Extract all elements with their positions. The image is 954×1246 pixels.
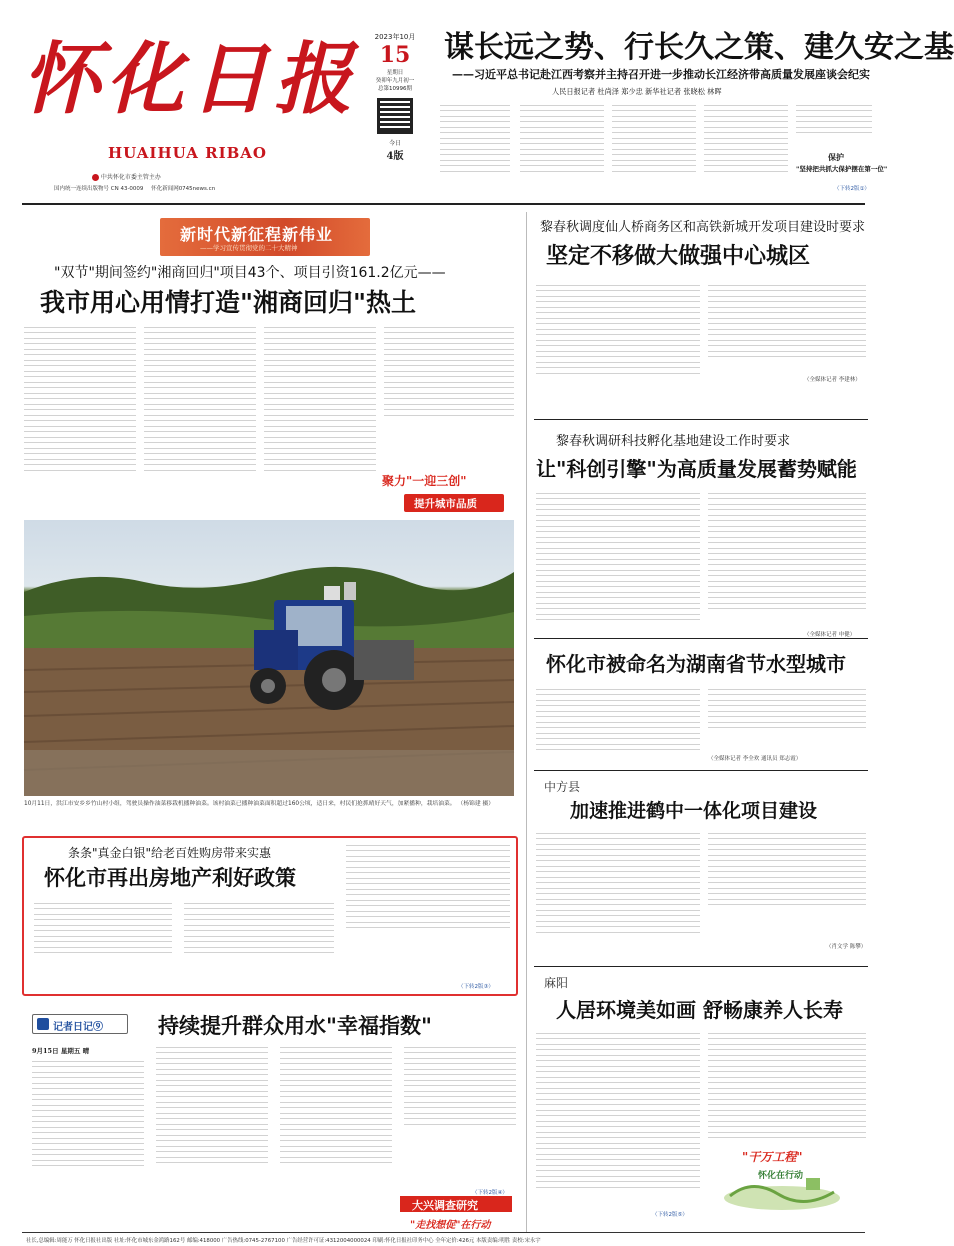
fortune-badge bbox=[32, 1014, 128, 1034]
footer-rule bbox=[22, 1232, 865, 1233]
story6-place: 麻阳 bbox=[544, 976, 569, 990]
column-divider bbox=[526, 212, 527, 1232]
date-month: 2023年10月 bbox=[374, 33, 416, 41]
masthead bbox=[0, 0, 954, 205]
special-bottom: "走找想促"在行动 bbox=[410, 1220, 491, 1231]
publisher-text: 中共怀化市委主管主办 bbox=[100, 174, 161, 181]
story5-place: 中方县 bbox=[544, 780, 581, 794]
story4-divider bbox=[534, 770, 868, 771]
banner-title: 新时代新征程新伟业 bbox=[180, 225, 334, 244]
slogan-bottom: 提升城市品质 bbox=[414, 498, 477, 510]
story6-badge-top: "干万工程" bbox=[742, 1150, 803, 1164]
special-top: 大兴调查研究 bbox=[412, 1199, 478, 1212]
fortune-dateline: 9月15日 星期五 晴 bbox=[32, 1047, 90, 1055]
logo-calligraphy: 怀化日报 bbox=[22, 34, 359, 125]
story6-headline: 人居环境美如画 舒畅康养人长寿 bbox=[556, 998, 843, 1022]
website: 怀化新闻网0745news.cn bbox=[151, 186, 216, 192]
story1-kicker: "双节"期间签约"湘商回归"项目43个、项目引资161.2亿元—— bbox=[54, 265, 446, 281]
story-re-headline: 怀化市再出房地产利好政策 bbox=[44, 866, 296, 890]
fortune-badge-text: 记者日记⑨ bbox=[53, 1022, 103, 1033]
lunar-date: 癸卯年九月初一 bbox=[375, 78, 415, 84]
story2-headline: 坚定不移做大做强中心城区 bbox=[546, 244, 811, 269]
lead-byline: 人民日报记者 杜尚泽 郑少忠 新华社记者 张晓松 林晖 bbox=[552, 87, 722, 96]
date-day: 15 bbox=[379, 42, 411, 68]
date-box bbox=[358, 26, 432, 196]
banner-subtitle: ——学习宣传贯彻党的二十大精神 bbox=[200, 244, 298, 252]
story4-body bbox=[536, 684, 866, 760]
photo-caption bbox=[24, 800, 514, 809]
real-estate-box bbox=[22, 836, 518, 996]
cn-line bbox=[54, 184, 215, 192]
cn-number: 国内统一连续出版物号 CN 43-0009 bbox=[54, 186, 144, 192]
lead-body bbox=[440, 100, 888, 194]
story4-credit: （全媒体记者 李全欢 通讯员 郑志霞） bbox=[708, 756, 802, 762]
issue-number: 总第10996期 bbox=[378, 86, 412, 92]
story-re-kicker: 条条"真金白银"给老百姓购房带来实惠 bbox=[68, 846, 272, 860]
story2-credit: （全媒体记者 李建林） bbox=[804, 377, 861, 383]
pen-icon bbox=[37, 1018, 49, 1030]
story2-kicker: 黎春秋调度仙人桥商务区和高铁新城开发项目建设时要求 bbox=[540, 220, 866, 235]
story3-body bbox=[536, 488, 866, 636]
story5-credit: （肖文学 陈攀） bbox=[826, 944, 867, 950]
story3-kicker: 黎春秋调研科技孵化基地建设工作时要求 bbox=[556, 434, 791, 449]
photo-caption-text: 10月11日，洪江市安乡乡竹山村小组，驾驶员操作油菜移栽机播种油菜。该村油菜已播种油菜面积超过160公顷，适日来，村民们抢抓晴好天气，加紧播种，栽培油菜。 bbox=[24, 801, 456, 807]
lead-subheadline: ——习近平总书记赴江西考察并主持召开进一步推动长江经济带高质量发展座谈会纪实 bbox=[452, 68, 870, 81]
lead-section-quote: "坚持把共抓大保护摆在第一位" bbox=[796, 165, 888, 173]
story2-divider bbox=[534, 419, 868, 420]
fortune-continue: （下转2版④） bbox=[472, 1190, 508, 1196]
story3-headline: 让"科创引擎"为高质量发展蓄势赋能 bbox=[536, 457, 857, 481]
party-emblem-icon bbox=[92, 174, 99, 181]
story6-badge bbox=[722, 1148, 842, 1210]
story5-headline: 加速推进鹤中一体化项目建设 bbox=[570, 800, 818, 822]
publisher-line bbox=[92, 172, 161, 181]
slogan-top: 聚力"一迎三创" bbox=[382, 474, 467, 488]
logo-pinyin: HUAIHUA RIBAO bbox=[108, 144, 267, 162]
tractor-photo bbox=[24, 520, 514, 796]
pages-label: 今日 bbox=[388, 140, 401, 147]
qr-code-icon bbox=[377, 98, 413, 134]
story5-body bbox=[536, 828, 866, 952]
masthead-divider bbox=[22, 203, 865, 205]
story6-badge-bottom: 怀化在行动 bbox=[758, 1171, 804, 1181]
story6-continue: （下转2版⑤） bbox=[652, 1212, 688, 1218]
fortune-headline: 持续提升群众用水"幸福指数" bbox=[158, 1014, 432, 1038]
story-re-continue: （下转2版③） bbox=[458, 984, 494, 990]
story1-headline: 我市用心用情打造"湘商回归"热土 bbox=[40, 288, 417, 317]
footer-text: 社长,总编辑:周能万 怀化日报社出版 社址:怀化市城东金鸿路162号 邮编:418000 广告热线:0745-2767100 广告经营许可证:4312004000024 印刷:怀化日报社印务中心 全年定价:426元 本版责编:明胜 责校:宋永宇 bbox=[26, 1238, 541, 1244]
story3-divider bbox=[534, 638, 868, 639]
lead-headline: 谋长远之势、行长久之策、建久安之基 bbox=[444, 30, 954, 65]
lead-section-head: 保护 bbox=[828, 152, 844, 162]
slogan-badge bbox=[376, 472, 504, 518]
story3-credit: （全媒体记者 申健） bbox=[804, 632, 856, 638]
story5-divider bbox=[534, 966, 868, 967]
story2-body bbox=[536, 280, 866, 384]
weekday: 星期日 bbox=[386, 70, 404, 76]
fortune-body bbox=[32, 1056, 518, 1216]
banner bbox=[160, 218, 370, 256]
photo-credit: （杨锦建 摄） bbox=[457, 801, 495, 807]
pages-count: 4版 bbox=[386, 151, 404, 162]
story4-headline: 怀化市被命名为湖南省节水型城市 bbox=[546, 652, 846, 676]
special-report-badge bbox=[394, 1196, 518, 1236]
tractor-photo-art bbox=[24, 520, 514, 796]
lead-continue: （下转2版①） bbox=[834, 186, 870, 192]
